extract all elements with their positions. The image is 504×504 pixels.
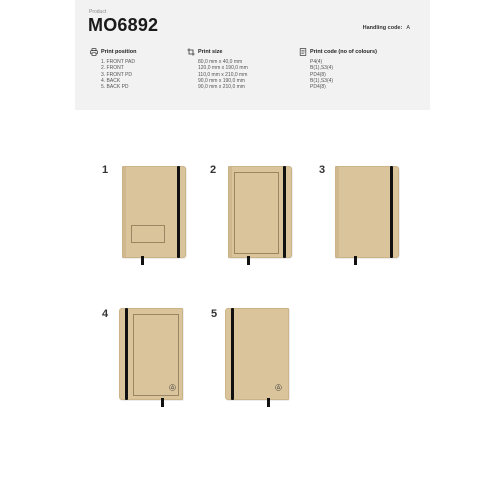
recycle-logo <box>275 384 282 391</box>
print-code-title: Print code (no of colours) <box>310 49 377 55</box>
notebook-front <box>228 166 292 258</box>
bookmark-ribbon <box>247 256 250 265</box>
position-number: 2 <box>210 164 217 176</box>
print-position-column <box>90 48 136 90</box>
list-item: 110,0 mm x 210,0 mm <box>198 71 248 78</box>
list-item: 3. FRONT PD <box>101 71 133 78</box>
position-number: 4 <box>102 308 109 320</box>
product-code: MO6892 <box>88 15 159 35</box>
elastic-band <box>231 308 234 400</box>
handling-value: A <box>406 25 410 31</box>
list-item: B(1),S3(4) <box>310 65 334 72</box>
elastic-band <box>283 166 286 258</box>
position-number: 3 <box>319 164 326 176</box>
notebook-spine <box>336 167 339 257</box>
list-item: 1. FRONT PAD <box>101 59 135 65</box>
list-item: 5. BACK PD <box>101 84 129 91</box>
elastic-band <box>177 166 180 258</box>
list-item: PD4(8) <box>310 84 326 91</box>
recycle-logo <box>169 384 176 391</box>
product-label: Product <box>89 9 107 15</box>
print-area <box>131 225 165 243</box>
notebook-back <box>119 308 183 400</box>
document-icon <box>299 48 307 56</box>
list-item: 120,0 mm x 190,0 mm <box>198 65 248 72</box>
list-item: PD4(8) <box>310 71 326 78</box>
notebook-front-pad <box>122 166 186 258</box>
list-item: 80,0 mm x 40,0 mm <box>198 59 243 65</box>
list-item: 90,0 mm x 210,0 mm <box>198 84 245 91</box>
notebook-spine <box>229 167 232 257</box>
elastic-band <box>125 308 128 400</box>
bookmark-ribbon <box>141 256 144 265</box>
list-item: B(1),S3(4) <box>310 77 334 84</box>
notebook-spine <box>123 167 126 257</box>
handling-code <box>363 25 410 31</box>
bookmark-ribbon <box>267 398 270 407</box>
notebook-back-pd <box>225 308 289 400</box>
recycle-icon <box>169 384 176 391</box>
print-size-title: Print size <box>198 49 223 55</box>
position-number: 5 <box>211 308 218 320</box>
notebook-front-pd <box>335 166 399 258</box>
list-item: 2. FRONT <box>101 65 124 72</box>
print-size-column <box>187 48 248 90</box>
list-item: 90,0 mm x 190,0 mm <box>198 77 245 84</box>
list-item: 4. BACK <box>101 77 121 84</box>
print-area <box>234 172 279 254</box>
elastic-band <box>390 166 393 258</box>
position-number: 1 <box>102 164 109 176</box>
handling-label: Handling code: <box>362 25 403 31</box>
product-header <box>75 0 430 110</box>
bookmark-ribbon <box>161 398 164 407</box>
bookmark-ribbon <box>354 256 357 265</box>
print-code-column <box>299 48 377 90</box>
recycle-icon <box>275 384 282 391</box>
print-position-title: Print position <box>101 49 137 55</box>
list-item: P4(4) <box>310 59 323 65</box>
printer-icon <box>90 48 98 56</box>
crop-icon <box>187 48 195 56</box>
